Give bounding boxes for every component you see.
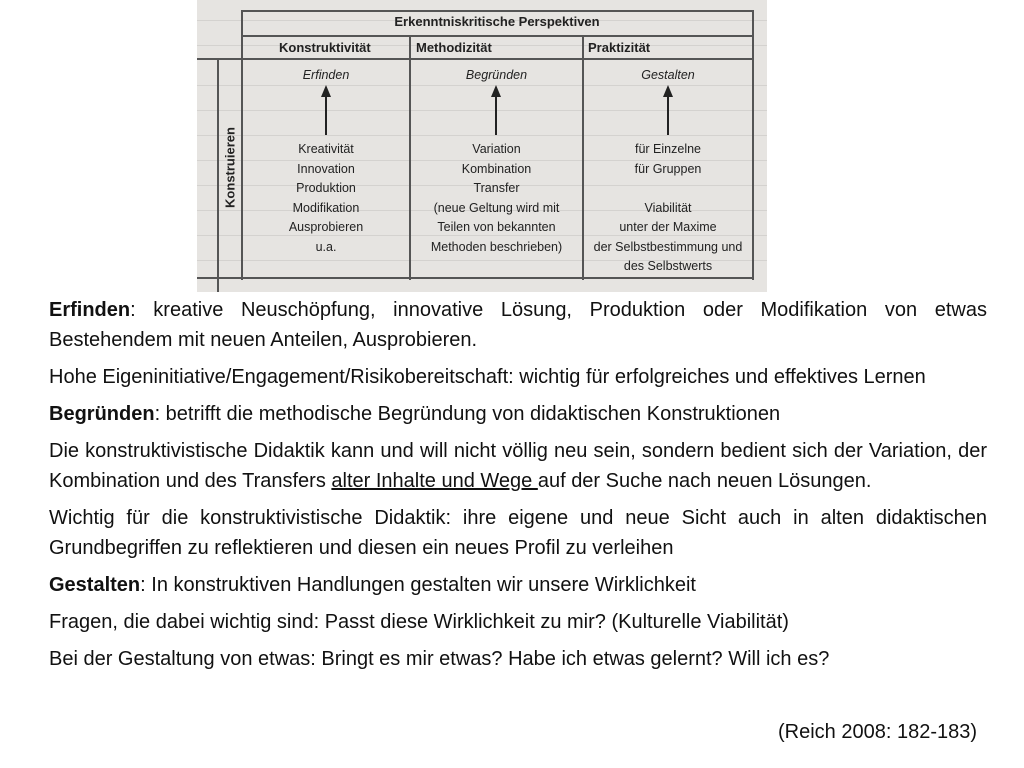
term-gestalten: Gestalten bbox=[49, 574, 141, 596]
row-label-konstruieren: Konstruieren bbox=[222, 127, 238, 208]
list-item: Kreativität bbox=[298, 142, 354, 156]
paragraph-text: auf der Suche nach neuen Lösungen. bbox=[537, 470, 872, 492]
list-item: u.a. bbox=[315, 239, 337, 254]
paragraph-eigeninitiative: Hohe Eigeninitiative/Engagement/Risikobereitschaft: wichtig für erfolgreiches und effektives Lernen bbox=[49, 366, 926, 388]
list-item: Variation bbox=[472, 142, 521, 156]
arrow-shaft bbox=[495, 95, 497, 135]
column-3-items bbox=[584, 140, 752, 277]
paragraph-text: Die konstruktivistische Didaktik kann und will nicht völlig neu sein, sondern bedient sich der Variation, der Kombination und des Transfers bbox=[49, 440, 987, 492]
table-border-bottom bbox=[197, 277, 753, 279]
term-erfinden: Erfinden bbox=[49, 299, 131, 321]
scanned-table-image bbox=[197, 0, 767, 292]
table-title: Erkenntniskritische Perspektiven bbox=[394, 14, 600, 29]
list-item: für Einzelne bbox=[634, 142, 701, 156]
list-item: Methoden beschrieben) bbox=[430, 239, 563, 254]
paragraph-erfinden bbox=[49, 295, 987, 355]
body-text bbox=[49, 295, 987, 681]
column-header-methodizitaet: Methodizität bbox=[416, 40, 492, 55]
paragraph-text: : kreative Neuschöpfung, innovative Lösung, Produktion oder Modifikation von etwas Bestehendem mit neuen Anteilen, Ausprobieren. bbox=[49, 299, 987, 351]
list-item: Ausprobieren bbox=[288, 220, 364, 234]
column-1-items bbox=[243, 140, 409, 257]
goal-gestalten: Gestalten bbox=[641, 68, 695, 82]
list-item: Viabilität bbox=[644, 200, 692, 215]
paragraph-text: : betrifft die methodische Begründung von didaktischen Konstruktionen bbox=[154, 403, 781, 425]
list-item: für Gruppen bbox=[634, 161, 702, 176]
table-rule bbox=[241, 35, 753, 37]
paragraph-begruenden bbox=[49, 399, 987, 429]
list-item: Produktion bbox=[296, 181, 356, 195]
term-begruenden: Begründen bbox=[49, 403, 155, 425]
paragraph-gestaltung: Bei der Gestaltung von etwas: Bringt es mir etwas? Habe ich etwas gelernt? Will ich es? bbox=[49, 648, 830, 670]
list-item: des Selbstwerts bbox=[623, 259, 713, 273]
citation: (Reich 2008: 182-183) bbox=[778, 721, 978, 743]
arrow-shaft bbox=[667, 95, 669, 135]
paragraph-text: : In konstruktiven Handlungen gestalten wir unsere Wirklichkeit bbox=[140, 574, 696, 596]
underlined-phrase: alter Inhalte und Wege bbox=[331, 470, 538, 492]
paragraph-wichtig: Wichtig für die konstruktivistische Didaktik: ihre eigene und neue Sicht auch in alten didaktischen Grundbegriffen zu reflektieren und diesen ein neues Profil zu verleihen bbox=[49, 507, 987, 559]
list-item-spacer bbox=[584, 179, 752, 199]
list-item: der Selbstbestimmung und bbox=[593, 239, 743, 254]
paragraph-gestalten bbox=[49, 570, 987, 600]
list-item: (neue Geltung wird mit bbox=[433, 200, 560, 215]
list-item: Teilen von bekannten bbox=[437, 220, 556, 234]
table-rule bbox=[197, 58, 753, 60]
paragraph-didaktik bbox=[49, 436, 987, 496]
column-header-praktizitaet: Praktizität bbox=[588, 40, 651, 55]
paragraph-fragen: Fragen, die dabei wichtig sind: Passt diese Wirklichkeit zu mir? (Kulturelle Viabilität) bbox=[49, 611, 789, 633]
table-rule bbox=[752, 10, 754, 280]
goal-begruenden: Begründen bbox=[465, 68, 528, 82]
column-2-items bbox=[411, 140, 582, 257]
list-item: Transfer bbox=[473, 181, 520, 195]
table-rule bbox=[217, 58, 219, 292]
column-header-konstruktivitaet: Konstruktivität bbox=[279, 40, 371, 55]
table-border-top bbox=[241, 10, 753, 12]
list-item: unter der Maxime bbox=[619, 220, 717, 234]
list-item: Modifikation bbox=[292, 200, 360, 215]
goal-erfinden: Erfinden bbox=[302, 68, 350, 82]
list-item: Innovation bbox=[297, 161, 355, 176]
list-item: Kombination bbox=[461, 161, 532, 176]
arrow-shaft bbox=[325, 95, 327, 135]
